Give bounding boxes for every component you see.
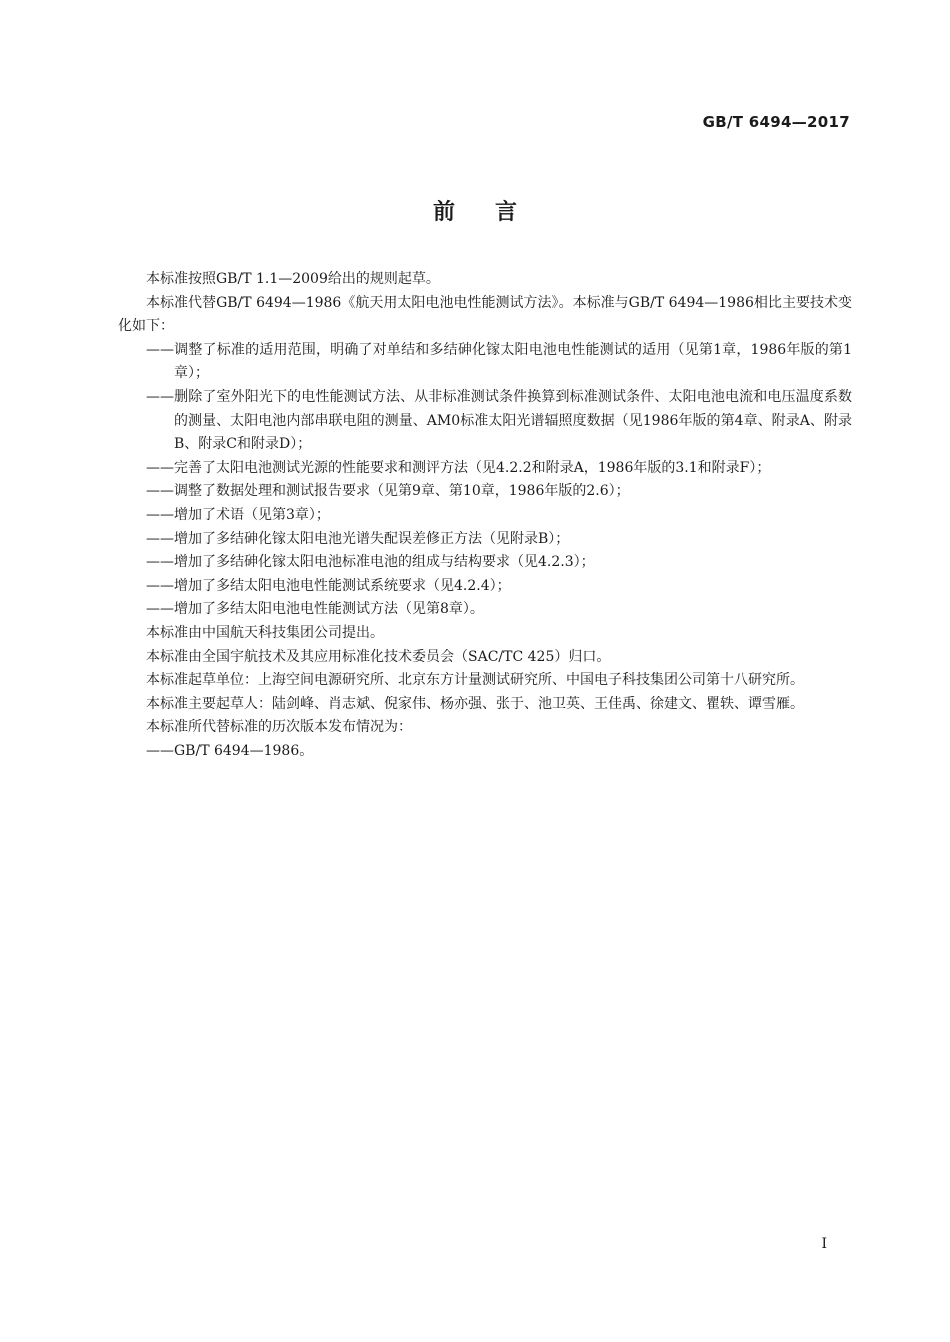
list-item: ——增加了多结砷化镓太阳电池光谱失配误差修正方法（见附录B）；: [118, 528, 852, 552]
dash-marker: ——: [146, 341, 174, 358]
dash-marker: ——: [146, 506, 174, 523]
dash-marker: ——: [146, 530, 174, 547]
list-item: ——GB/T 6494—1986。: [118, 740, 852, 764]
dash-marker: ——: [146, 577, 174, 594]
dash-marker: ——: [146, 742, 174, 759]
list-item: ——调整了数据处理和测试报告要求（见第9章、第10章，1986年版的2.6）；: [118, 480, 852, 504]
paragraph-drafting-units: 本标准起草单位：上海空间电源研究所、北京东方计量测试研究所、中国电子科技集团公司第十八研究所。: [146, 672, 804, 689]
paragraph-committee: 本标准由全国宇航技术及其应用标准化技术委员会（SAC/TC 425）归口。: [146, 648, 611, 665]
list-item: ——完善了太阳电池测试光源的性能要求和测评方法（见4.2.2和附录A，1986年版的3.1和附录F）；: [118, 457, 852, 481]
document-body: [118, 268, 852, 763]
paragraph-replacement: 本标准代替GB/T 6494—1986《航天用太阳电池电性能测试方法》。本标准与GB/T 6494—1986相比主要技术变化如下：: [118, 294, 852, 335]
dash-marker: ——: [146, 601, 174, 618]
paragraph-drafting-rule: 本标准按照GB/T 1.1—2009给出的规则起草。: [146, 271, 440, 287]
paragraph-proposer: 本标准由中国航天科技集团公司提出。: [146, 624, 384, 641]
page-number: I: [821, 1236, 827, 1252]
paragraph-drafters: 本标准主要起草人：陆剑峰、肖志斌、倪家伟、杨亦强、张于、池卫英、王佳禹、徐建文、瞿轶、谭雪雁。: [146, 695, 804, 712]
list-item: ——增加了多结砷化镓太阳电池标准电池的组成与结构要求（见4.2.3）；: [118, 551, 852, 575]
list-item: ——调整了标准的适用范围，明确了对单结和多结砷化镓太阳电池电性能测试的适用（见第1章，1986年版的第1章）；: [118, 339, 852, 386]
list-item: ——删除了室外阳光下的电性能测试方法、从非标准测试条件换算到标准测试条件、太阳电池电流和电压温度系数的测量、太阳电池内部串联电阻的测量、AM0标准太阳光谱辐照度数据（见1986年版的第4章、附录A、附录B、附录C和附录D）；: [118, 386, 852, 457]
list-item: ——增加了术语（见第3章）；: [118, 504, 852, 528]
dash-marker: ——: [146, 459, 174, 476]
dash-marker: ——: [146, 554, 174, 571]
standard-number: GB/T 6494—2017: [702, 113, 850, 131]
paragraph-history: 本标准所代替标准的历次版本发布情况为：: [146, 719, 412, 736]
dash-marker: ——: [146, 388, 174, 405]
page-title: 前言: [432, 200, 557, 225]
list-item: ——增加了多结太阳电池电性能测试方法（见第8章）。: [118, 598, 852, 622]
dash-marker: ——: [146, 483, 174, 500]
list-item: ——增加了多结太阳电池电性能测试系统要求（见4.2.4）；: [118, 575, 852, 599]
